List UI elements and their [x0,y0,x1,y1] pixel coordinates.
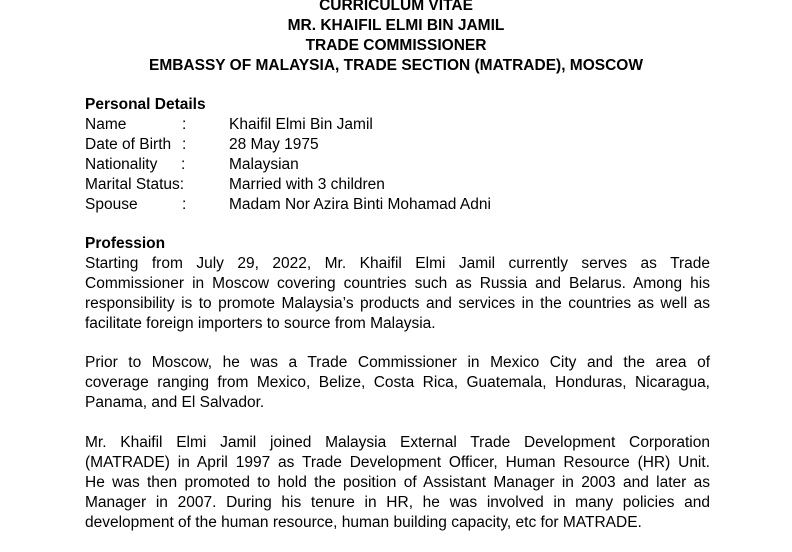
paragraph-line: Starting from July 29, 2022, Mr. Khaifil Elmi Jamil currently serves as Trade [85,255,710,272]
detail-label: Spouse [85,196,138,213]
position-title: TRADE COMMISSIONER [305,37,487,54]
detail-colon: : [182,196,187,213]
detail-row-nationality [85,155,725,175]
detail-value: Khaifil Elmi Bin Jamil [229,116,373,133]
paragraph-line: Mr. Khaifil Elmi Jamil joined Malaysia External Trade Development Corporation [85,434,710,451]
detail-row-name [85,115,725,135]
paragraph-line: Commissioner in Moscow covering countries such as Russia and Belarus. Among his [85,275,710,292]
paragraph-line: Panama, and El Salvador. [85,394,265,411]
paragraph-line: He was then promoted to hold the position of Assistant Manager in 2003 and later as [85,474,710,491]
detail-value: Madam Nor Azira Binti Mohamad Adni [229,196,491,213]
paragraph-line: responsibility is to promote Malaysia’s products and services in the countries as well as [85,295,710,312]
profession-paragraph-current-role [85,254,710,334]
paragraph-line: Prior to Moscow, he was a Trade Commissioner in Mexico City and the area of [85,354,710,371]
detail-row-marital-status [85,175,725,195]
detail-colon: : [182,116,187,133]
detail-value: Malaysian [229,156,299,173]
detail-colon: : [181,156,186,173]
paragraph-line: facilitate foreign importers to source from Malaysia. [85,315,436,332]
detail-row-spouse [85,195,725,215]
profession-heading: Profession [85,235,166,252]
office-title: EMBASSY OF MALAYSIA, TRADE SECTION (MATRADE), MOSCOW [148,57,643,74]
detail-value: Married with 3 children [229,176,385,193]
paragraph-line: coverage ranging from Mexico, Belize, Costa Rica, Guatemala, Honduras, Nicaragua, [85,374,710,391]
detail-label: Nationality [85,156,158,173]
detail-label: Name [85,116,127,133]
detail-colon: : [182,136,187,153]
detail-label: Date of Birth [85,136,172,153]
document-title: CURRICULUM VITAE [319,0,473,14]
profession-paragraph-matrade-history [85,433,710,533]
profession-paragraph-mexico [85,353,710,413]
detail-label: Marital Status: [85,176,185,193]
paragraph-line: Manager in 2007. During his tenure in HR, he was involved in many policies and [85,494,710,511]
paragraph-line: development of the human resource, human building capacity, etc for MATRADE. [85,514,642,531]
detail-row-date-of-birth [85,135,725,155]
detail-value: 28 May 1975 [229,136,319,153]
paragraph-line: (MATRADE) in April 1997 as Trade Development Officer, Human Resource (HR) Unit. [85,454,710,471]
personal-details-heading: Personal Details [85,96,206,113]
person-name-title: MR. KHAIFIL ELMI BIN JAMIL [287,17,505,34]
